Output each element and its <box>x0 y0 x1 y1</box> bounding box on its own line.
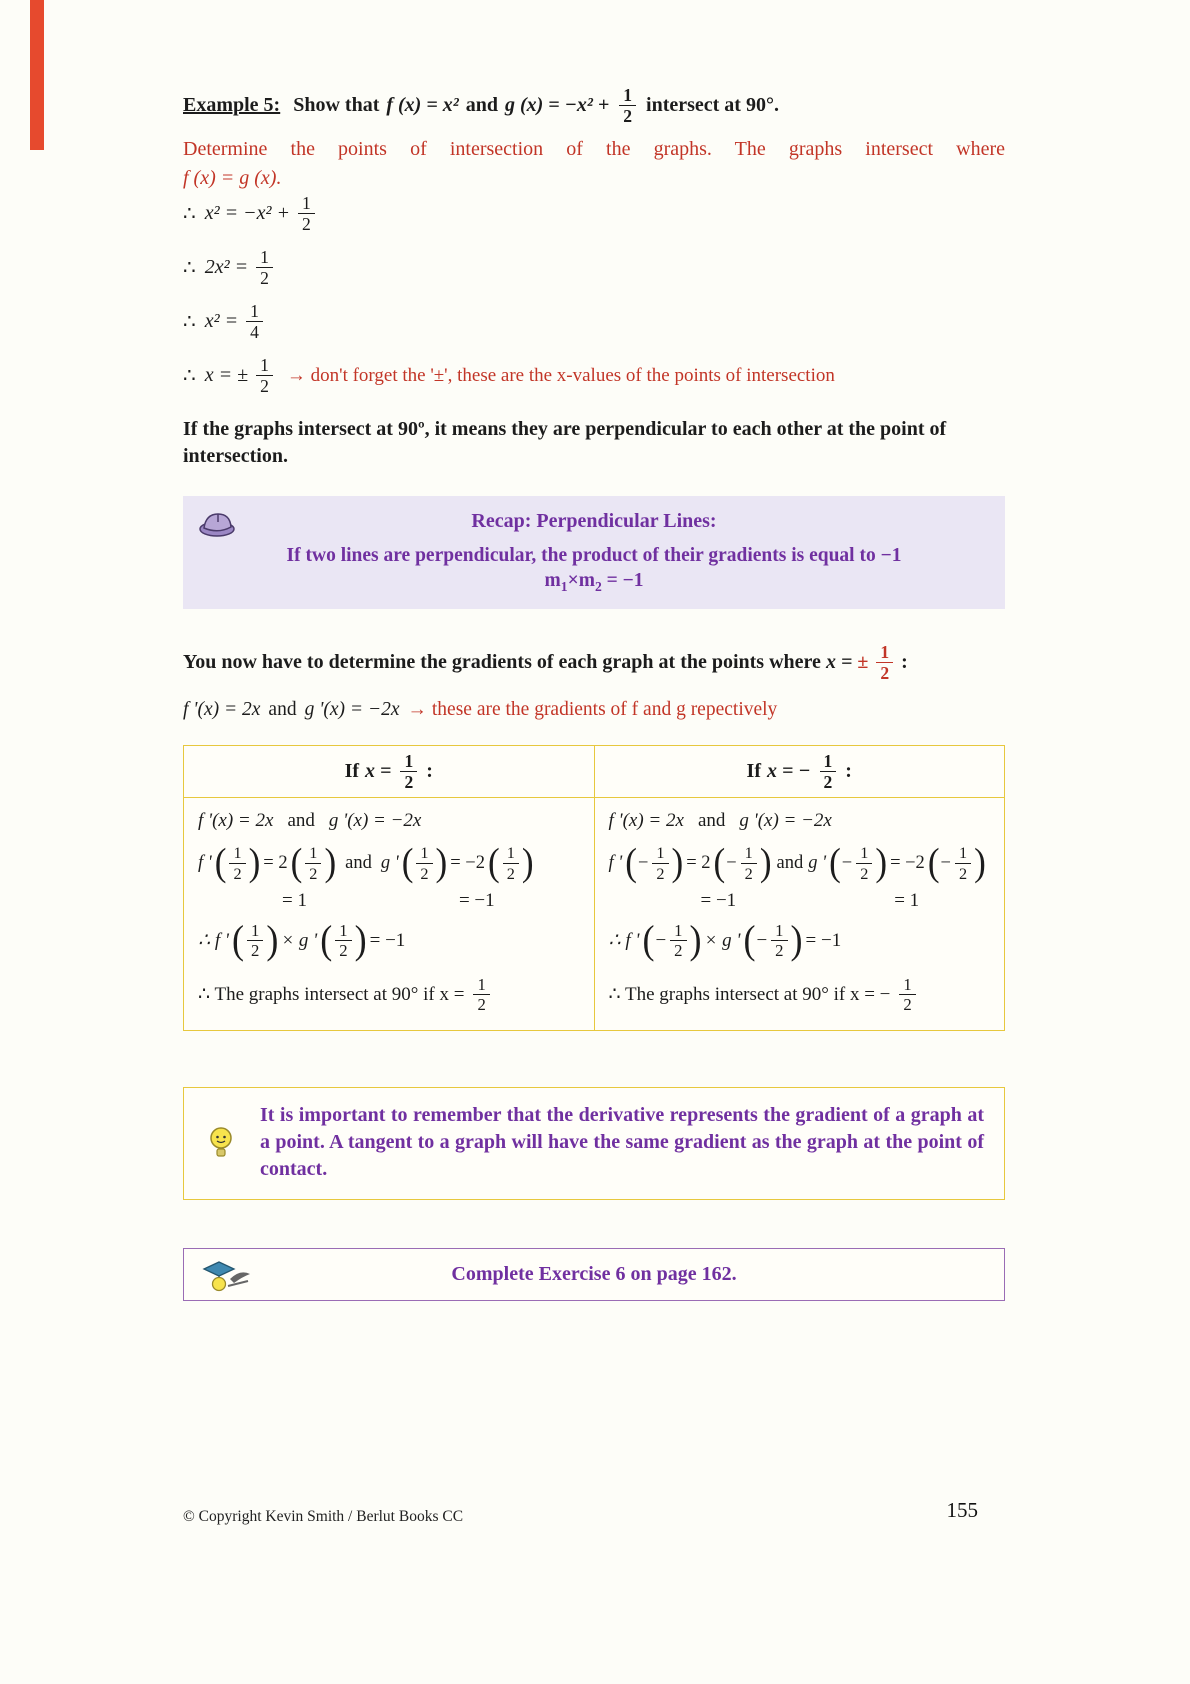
perpendicular-paragraph: If the graphs intersect at 90º, it means they are perpendicular to each other at the point of intersection. <box>183 417 947 467</box>
important-note-box <box>183 1087 1005 1200</box>
working-line-3 <box>183 302 1005 342</box>
colon: : <box>426 759 433 782</box>
cap-icon <box>197 508 239 545</box>
therefore-symbol: ∴ <box>183 257 196 280</box>
conclusion-line <box>198 976 580 1014</box>
example-label: Example 5: <box>183 94 281 117</box>
math-token: m <box>544 569 561 591</box>
recap-title: Recap: Perpendicular Lines: <box>471 509 717 532</box>
and-word: and <box>465 94 498 117</box>
math-token: = −1 <box>606 569 644 591</box>
table-header-left <box>184 745 595 798</box>
math-token: g ' <box>808 852 827 873</box>
colon: : <box>901 651 908 674</box>
paren-fraction <box>642 918 702 963</box>
product-line <box>608 918 991 963</box>
fraction-numerator: 1 <box>652 844 668 863</box>
fraction-one-half <box>473 976 489 1014</box>
fraction-numerator: 1 <box>670 922 686 942</box>
fraction-one-quarter <box>246 302 263 342</box>
fraction-denominator: 2 <box>301 214 311 235</box>
fraction-numerator: 1 <box>229 844 245 863</box>
right-paren: ) <box>759 841 772 885</box>
fraction-denominator: 2 <box>233 863 242 883</box>
fraction-numerator: 1 <box>876 643 893 663</box>
if-word: If <box>746 759 761 782</box>
copyright-text: © Copyright Kevin Smith / Berlut Books CC <box>183 1508 464 1525</box>
conclusion-text: ∴ The graphs intersect at 90° if x = − <box>608 984 891 1006</box>
math-token: x = <box>825 651 853 674</box>
fraction-one-half <box>619 86 636 126</box>
and-word: and <box>287 810 315 832</box>
math-token: ∴ f ' <box>198 930 229 952</box>
fraction-denominator: 2 <box>744 863 753 883</box>
math-token: = 1 <box>282 889 307 911</box>
paren-fraction <box>401 841 448 885</box>
subscript-2: 2 <box>594 578 602 594</box>
paren-fraction <box>488 841 534 885</box>
fraction-numerator: 1 <box>400 752 417 772</box>
recap-box <box>183 496 1005 609</box>
fraction-one-half <box>256 356 273 396</box>
fraction <box>670 922 686 960</box>
fraction-denominator: 2 <box>250 941 260 961</box>
math-token: = 2 <box>263 852 288 873</box>
math-token: = −2 <box>450 852 485 873</box>
left-paren: ( <box>231 918 244 963</box>
right-paren: ) <box>266 918 279 963</box>
gradients-paragraph <box>183 643 1005 683</box>
math-token: = 1 <box>894 889 920 911</box>
paren-fraction <box>214 841 261 885</box>
left-paren: ( <box>642 918 655 963</box>
pm-reminder-note: → don't forget the '±', these are the x-values of the points of intersection <box>286 364 835 386</box>
left-paren: ( <box>214 841 227 885</box>
left-paren: ( <box>290 841 303 885</box>
fx-equals-gx: f (x) = g (x). <box>183 166 282 189</box>
fraction <box>741 844 757 881</box>
f-derivative: f '(x) = 2x <box>198 810 274 832</box>
determine-paragraph <box>183 138 1005 190</box>
left-paren: ( <box>927 841 940 885</box>
times-symbol: × <box>567 569 579 591</box>
fraction-one-half <box>298 194 315 234</box>
working-line-2 <box>183 248 1005 288</box>
fraction-numerator: 1 <box>899 976 915 996</box>
right-paren: ) <box>790 918 803 963</box>
header-content <box>192 752 586 792</box>
paren-fraction <box>320 918 367 963</box>
left-paren: ( <box>829 841 841 885</box>
paren-fraction <box>743 918 803 963</box>
math-token: ∴ f ' <box>608 930 640 952</box>
math-token: 2x² = <box>204 256 249 279</box>
table-body-row <box>184 798 1005 1030</box>
g-definition: g (x) = −x² + <box>504 94 610 117</box>
f-definition: f (x) = x² <box>386 94 459 117</box>
fraction-denominator: 2 <box>477 995 486 1015</box>
plus-minus-symbol: ± <box>857 651 869 674</box>
fraction-one-half <box>820 752 837 792</box>
right-paren: ) <box>974 841 986 885</box>
g-derivative: g '(x) = −2x <box>739 810 832 832</box>
f-derivative: f '(x) = 2x <box>183 698 261 720</box>
fraction-denominator: 4 <box>250 322 259 343</box>
important-note-text: It is important to remember that the derivative represents the gradient of a graph at a point. A tangent to a graph will have the same gradient as the graph at the point of contact. <box>260 1103 984 1180</box>
minus-sign: − <box>637 852 649 873</box>
fraction-numerator: 1 <box>256 356 273 376</box>
fraction <box>416 844 432 881</box>
and-word: and <box>697 810 726 832</box>
fraction <box>335 922 351 960</box>
math-token: f ' <box>198 852 212 873</box>
fraction-denominator: 2 <box>823 771 833 792</box>
if-word: If <box>344 759 360 782</box>
paren-fraction <box>713 841 772 885</box>
minus-sign: − <box>726 852 737 873</box>
gradient-note: → these are the gradients of f and g repectively <box>407 698 778 720</box>
product-line <box>198 918 580 963</box>
and-word: and <box>345 852 372 873</box>
math-token: x² = <box>204 310 239 333</box>
left-paren: ( <box>713 841 726 885</box>
g-derivative: g '(x) = −2x <box>328 810 422 832</box>
fraction <box>652 844 668 881</box>
page-content <box>183 86 1005 1301</box>
therefore-symbol: ∴ <box>183 311 196 334</box>
fraction-numerator: 1 <box>955 844 971 863</box>
fraction-numerator: 1 <box>856 844 872 863</box>
fraction-denominator: 2 <box>775 941 784 961</box>
fraction-numerator: 1 <box>247 922 263 942</box>
math-token: × g ' <box>281 929 318 951</box>
derivatives-line <box>198 810 580 832</box>
conclusion-text: ∴ The graphs intersect at 90° if x = <box>198 984 465 1006</box>
fraction-numerator: 1 <box>335 922 351 942</box>
left-paren: ( <box>625 841 637 885</box>
fraction-numerator: 1 <box>619 86 636 106</box>
math-token: x = ± <box>204 364 249 387</box>
right-paren: ) <box>689 918 702 963</box>
paren-fraction <box>625 841 684 885</box>
math-token: = −2 <box>890 852 925 873</box>
math-token: = −1 <box>700 889 737 911</box>
fraction-one-half <box>899 976 915 1014</box>
fraction <box>771 922 787 960</box>
fraction-numerator: 1 <box>256 248 273 268</box>
left-paren: ( <box>320 918 333 963</box>
math-token: = −1 <box>458 889 495 911</box>
f-derivative: f '(x) = 2x <box>608 810 684 832</box>
math-token: x² = −x² + <box>204 202 290 225</box>
left-paren: ( <box>401 841 414 885</box>
table-cell-positive-half <box>184 798 595 1030</box>
fraction-numerator: 1 <box>503 844 519 863</box>
math-token: f ' <box>608 852 623 873</box>
table-header-right <box>594 745 1005 798</box>
determine-text: Determine the points of intersection of the graphs. The graphs intersect where <box>183 137 1005 160</box>
fraction-one-half <box>256 248 273 288</box>
math-token: × g ' <box>704 929 741 951</box>
fraction-numerator: 1 <box>820 752 837 772</box>
fraction-numerator: 1 <box>246 302 263 322</box>
comparison-table <box>183 745 1005 1031</box>
fraction-denominator: 2 <box>404 771 414 792</box>
fraction-denominator: 2 <box>656 863 665 883</box>
minus-sign: − <box>940 852 951 873</box>
therefore-symbol: ∴ <box>183 365 196 388</box>
table-header-row <box>184 745 1005 798</box>
math-token: x = − <box>766 759 811 782</box>
fraction-numerator: 1 <box>741 844 757 863</box>
right-paren: ) <box>671 841 684 885</box>
fraction-numerator: 1 <box>416 844 432 863</box>
fraction-denominator: 2 <box>623 106 633 127</box>
substitution-line <box>608 841 991 885</box>
math-token: g ' <box>380 852 399 873</box>
table-cell-negative-half <box>594 798 1005 1030</box>
scanned-book-edge <box>30 0 44 150</box>
working-line-1 <box>183 194 1005 234</box>
fraction-numerator: 1 <box>305 844 321 863</box>
header-content <box>603 752 997 792</box>
minus-sign: − <box>756 929 768 951</box>
page-number: 155 <box>946 1498 978 1522</box>
fraction-denominator: 2 <box>420 863 429 883</box>
and-word: and <box>268 698 297 720</box>
right-paren: ) <box>875 841 888 885</box>
lightbulb-icon <box>208 1126 234 1168</box>
fraction <box>247 922 263 960</box>
right-paren: ) <box>521 841 534 885</box>
fraction-one-half <box>876 643 893 683</box>
right-paren: ) <box>324 841 337 885</box>
gradients-intro: You now have to determine the gradients of each graph at the points where <box>183 651 821 674</box>
math-token: x = <box>365 759 392 782</box>
math-token: = −1 <box>805 929 842 951</box>
g-derivative: g '(x) = −2x <box>304 698 400 720</box>
derivatives-line <box>609 810 991 832</box>
fraction-denominator: 2 <box>339 941 348 961</box>
recap-rule: If two lines are perpendicular, the product of their gradients is equal to −1 <box>286 544 902 566</box>
subscript-1: 1 <box>560 578 568 594</box>
minus-sign: − <box>655 929 667 951</box>
substitution-line <box>198 841 580 885</box>
paren-fraction <box>290 841 337 885</box>
fraction-denominator: 2 <box>860 863 869 883</box>
example-intro: Show that <box>293 94 380 117</box>
derivative-line <box>183 699 1005 721</box>
recap-formula <box>203 570 985 595</box>
fraction <box>856 844 872 881</box>
fraction-denominator: 2 <box>309 863 318 883</box>
math-token: m <box>578 569 595 591</box>
therefore-symbol: ∴ <box>183 203 196 226</box>
fraction-denominator: 2 <box>260 376 269 397</box>
fraction-numerator: 1 <box>473 976 489 996</box>
fraction <box>503 844 519 881</box>
right-paren: ) <box>435 841 448 885</box>
example-heading <box>183 86 1005 126</box>
fraction-numerator: 1 <box>298 194 315 214</box>
fraction-denominator: 2 <box>880 663 890 684</box>
paren-fraction <box>829 841 888 885</box>
exercise-box <box>183 1248 1005 1301</box>
fraction-denominator: 2 <box>260 268 269 289</box>
fraction <box>229 844 245 881</box>
math-token: = −1 <box>369 929 406 951</box>
paren-fraction <box>927 841 986 885</box>
right-paren: ) <box>248 841 261 885</box>
results-line <box>609 890 991 912</box>
fraction-denominator: 2 <box>958 863 968 883</box>
fraction-denominator: 2 <box>903 995 912 1015</box>
results-line <box>198 890 580 912</box>
right-paren: ) <box>354 918 367 963</box>
and-word: and <box>776 852 804 873</box>
fraction <box>955 844 971 881</box>
left-paren: ( <box>488 841 500 885</box>
left-paren: ( <box>743 918 756 963</box>
minus-sign: − <box>841 852 853 873</box>
fraction-denominator: 2 <box>506 863 515 883</box>
fraction <box>305 844 321 881</box>
exercise-text: Complete Exercise 6 on page 162. <box>451 1262 737 1285</box>
conclusion-line <box>609 976 991 1014</box>
paren-fraction <box>231 918 279 963</box>
fraction-numerator: 1 <box>771 922 787 942</box>
fraction-one-half <box>400 752 417 792</box>
fraction-denominator: 2 <box>674 941 683 961</box>
working-line-4 <box>183 356 1005 396</box>
graduate-pen-icon <box>200 1255 252 1299</box>
math-token: = 2 <box>686 852 711 873</box>
colon: : <box>845 759 852 782</box>
example-conclusion: intersect at 90°. <box>646 94 779 117</box>
